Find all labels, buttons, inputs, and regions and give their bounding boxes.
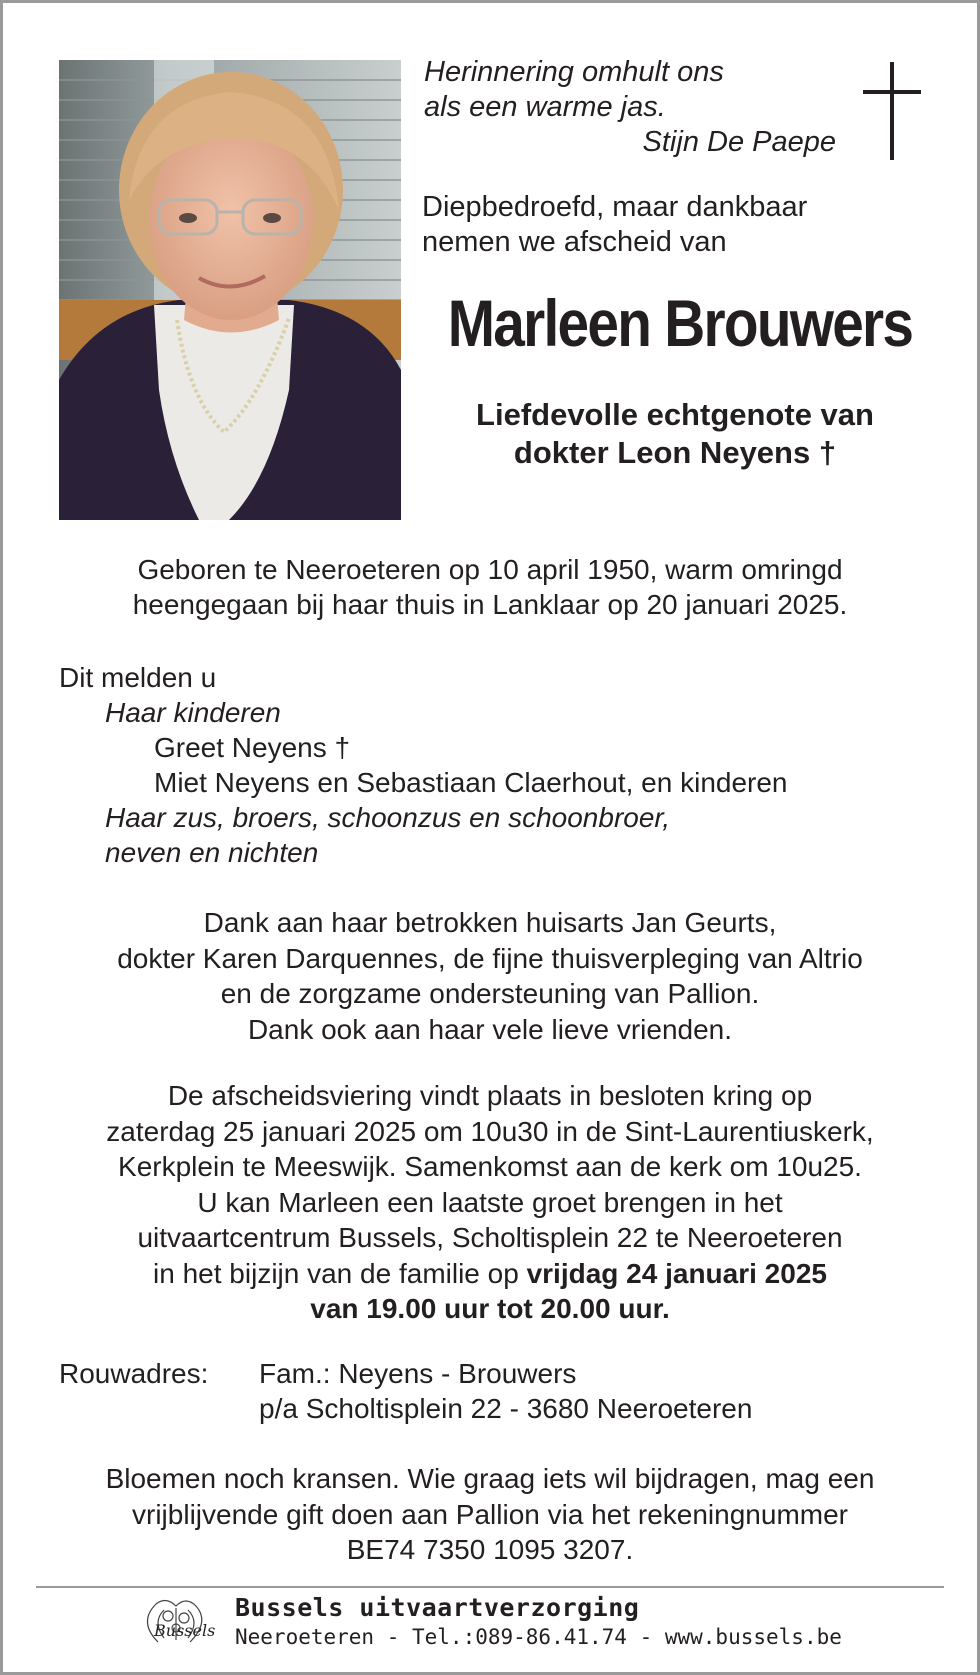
service-line-1: De afscheidsviering vindt plaats in besloten kring op: [167, 1080, 813, 1111]
family-announcement: [59, 660, 788, 870]
quote-line-1: Herinnering omhult ons: [424, 56, 724, 88]
thanks-line-2: dokter Karen Darquennes, de fijne thuisverpleging van Altrio: [117, 942, 863, 974]
child-2: Miet Neyens en Sebastiaan Claerhout, en kinderen: [154, 767, 788, 798]
quote-line-2: als een warme jas.: [424, 91, 666, 123]
address-line-1: Fam.: Neyens - Brouwers: [259, 1358, 577, 1389]
siblings-line-1: Haar zus, broers, schoonzus en schoonbroer,: [105, 802, 670, 833]
thanks-line-3: en de zorgzame ondersteuning van Pallion.: [220, 978, 760, 1009]
thanks-text: [30, 905, 950, 1047]
service-line-6: [30, 1256, 950, 1292]
thanks-line-4: Dank ook aan haar vele lieve vrienden.: [247, 1013, 733, 1045]
service-line-5: uitvaartcentrum Bussels, Scholtisplein 22 te Neeroeteren: [137, 1222, 843, 1253]
service-line-6-plain: in het bijzijn van de familie op: [153, 1257, 527, 1289]
service-line-2: zaterdag 25 januari 2025 om 10u30 in de Sint-Laurentiuskerk,: [106, 1115, 874, 1147]
cross-icon: [863, 62, 923, 160]
viewing-time: van 19.00 uur tot 20.00 uur.: [310, 1293, 670, 1324]
service-line-3: Kerkplein te Meeswijk. Samenkomst aan de kerk om 10u25.: [118, 1151, 862, 1182]
intro-text: [422, 190, 807, 260]
portrait-photo: [59, 60, 401, 520]
viewing-date: vrijdag 24 januari 2025: [526, 1257, 827, 1289]
service-text: [30, 1078, 950, 1327]
quote-author: Stijn De Paepe: [642, 126, 836, 158]
family-heading: Dit melden u: [59, 662, 217, 693]
birth-line-1: Geboren te Neeroeteren op 10 april 1950, warm omringd: [137, 554, 843, 585]
children-label: Haar kinderen: [105, 697, 281, 728]
logo-text: Bussels: [154, 1621, 216, 1640]
address-label: Rouwadres:: [59, 1358, 209, 1389]
spouse-line-2: dokter Leon Neyens †: [513, 435, 837, 470]
company-name: Bussels uitvaartverzorging: [235, 1593, 640, 1622]
bank-account-number: BE74 7350 1095 3207.: [346, 1534, 634, 1565]
service-line-4: U kan Marleen een laatste groet brengen in het: [197, 1186, 783, 1218]
intro-line-2: nemen we afscheid van: [422, 226, 727, 258]
company-contact: Neeroeteren - Tel.:089-86.41.74 - www.bussels.be: [235, 1625, 842, 1649]
intro-line-1: Diepbedroefd, maar dankbaar: [422, 191, 808, 223]
flowers-line-1: Bloemen noch kransen. Wie graag iets wil bijdragen, mag een: [105, 1463, 875, 1494]
footer-divider: [36, 1586, 944, 1588]
siblings-line-2: neven en nichten: [105, 837, 319, 868]
birth-death-text: [40, 552, 940, 622]
flowers-text: [30, 1461, 950, 1568]
address-line-2: p/a Scholtisplein 22 - 3680 Neeroeteren: [259, 1393, 753, 1424]
birth-line-2: heengegaan bij haar thuis in Lanklaar op 20 januari 2025.: [132, 589, 848, 620]
child-1: Greet Neyens †: [154, 732, 351, 763]
spouse-text: [420, 396, 930, 472]
flowers-line-2: vrijblijvende gift doen aan Pallion via het rekeningnummer: [132, 1498, 848, 1530]
deceased-name: Marleen Brouwers: [447, 286, 913, 360]
memorial-quote: [424, 55, 844, 160]
thanks-line-1: Dank aan haar betrokken huisarts Jan Geurts,: [203, 907, 777, 938]
bussels-logo: [128, 1592, 224, 1654]
spouse-line-1: Liefdevolle echtgenote van: [476, 397, 874, 432]
address-value: [259, 1356, 859, 1426]
